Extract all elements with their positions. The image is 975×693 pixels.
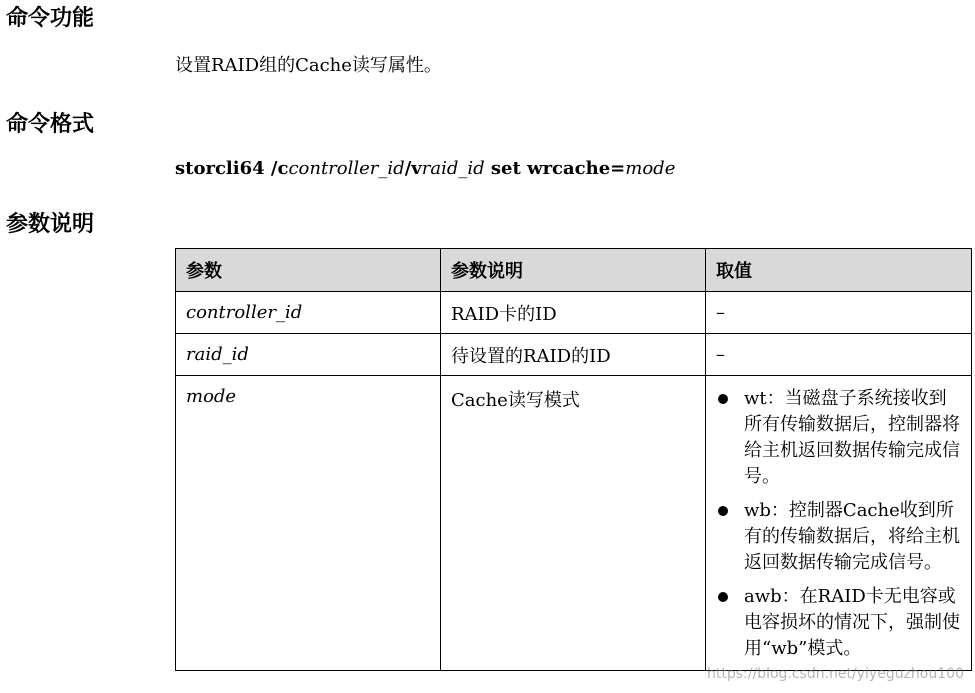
cell-value-list — [706, 376, 972, 671]
header-param: 参数 — [176, 249, 441, 292]
command-raid-param: raid_id — [421, 158, 485, 179]
command-syntax — [175, 158, 675, 179]
section-heading-format: 命令格式 — [6, 112, 95, 137]
watermark: https://blog.csdn.net/yiyeguzhou100 — [707, 666, 964, 682]
cell-param: controller_id — [176, 292, 441, 334]
cell-desc: Cache读写模式 — [441, 376, 706, 671]
command-controller-param: controller_id — [288, 158, 405, 179]
function-description: 设置RAID组的Cache读写属性。 — [175, 55, 442, 76]
cell-desc: RAID卡的ID — [441, 292, 706, 334]
table-header-row — [176, 249, 972, 292]
command-mode-param: mode — [625, 158, 676, 179]
bullet-icon — [718, 394, 728, 404]
cell-param: raid_id — [176, 334, 441, 376]
mode-value-text: awb：在RAID卡无电容或电容损坏的情况下，强制使用“wb”模式。 — [744, 586, 960, 659]
table-row — [176, 334, 972, 376]
mode-value-text: wb：控制器Cache收到所有的传输数据后，将给主机返回数据传输完成信号。 — [744, 500, 960, 573]
bullet-icon — [718, 506, 728, 516]
list-item — [716, 584, 961, 662]
command-slash-v: /v — [404, 158, 422, 179]
cell-desc: 待设置的RAID的ID — [441, 334, 706, 376]
section-heading-params: 参数说明 — [6, 212, 95, 237]
cell-value: – — [706, 292, 972, 334]
bullet-icon — [718, 592, 728, 602]
command-prefix: storcli64 /c — [175, 158, 289, 179]
mode-value-text: wt：当磁盘子系统接收到所有传输数据后，控制器将给主机返回数据传输完成信号。 — [744, 388, 960, 487]
mode-values-list — [716, 386, 961, 662]
command-set-wrcache: set wrcache= — [484, 158, 626, 179]
table-row — [176, 376, 972, 671]
list-item — [716, 498, 961, 576]
list-item — [716, 386, 961, 490]
header-desc: 参数说明 — [441, 249, 706, 292]
section-heading-function: 命令功能 — [6, 6, 95, 31]
cell-value: – — [706, 334, 972, 376]
parameter-table — [175, 248, 972, 671]
table-row — [176, 292, 972, 334]
header-value: 取值 — [706, 249, 972, 292]
cell-param: mode — [176, 376, 441, 671]
